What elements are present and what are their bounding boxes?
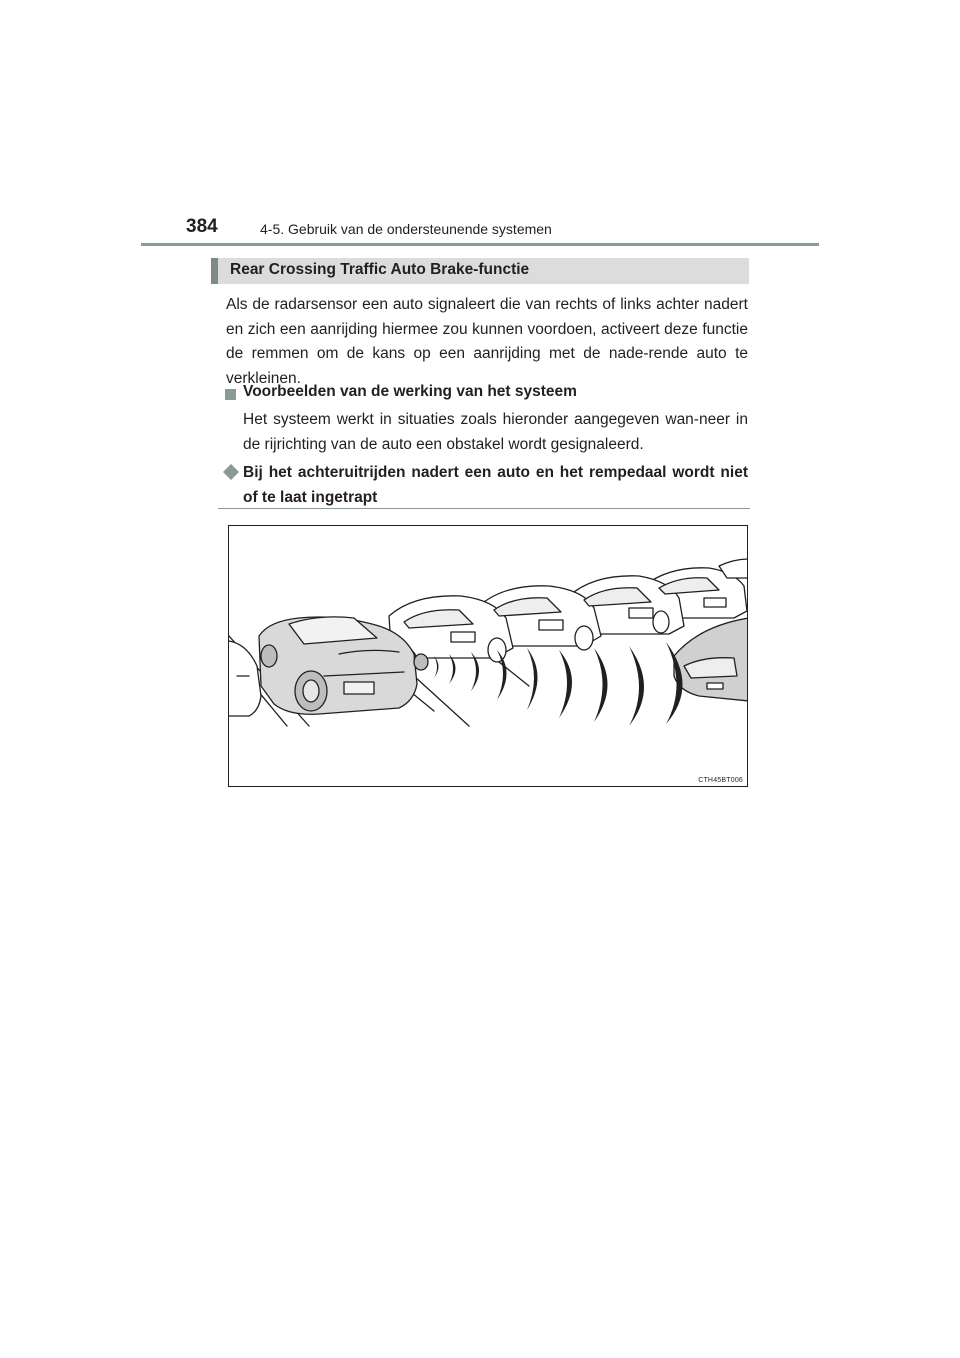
subsection-paragraph: Het systeem werkt in situaties zoals hieronder aangegeven wan-neer in de rijrichting van de auto een obstakel wordt gesignaleerd.	[243, 411, 748, 453]
parking-illustration	[228, 525, 748, 787]
intro-paragraph: Als de radarsensor een auto signaleert die van rechts of links achter nadert en zich een aanrijding hiermee zou kunnen voordoen, activeert deze functie de remmen om de kans op een aanrijding met de nade-rende auto te verkleinen.	[226, 296, 748, 387]
page-number: 384	[186, 216, 218, 237]
case-divider	[218, 508, 750, 509]
case-title: Bij het achteruitrijden nadert een auto en het rempedaal wordt niet of te laat ingetrapt	[243, 464, 748, 506]
chapter-title: 4-5. Gebruik van de ondersteunende systemen	[260, 221, 552, 237]
header-divider	[141, 243, 819, 246]
square-bullet-icon	[225, 389, 236, 400]
subsection-heading: Voorbeelden van de werking van het systeem	[243, 383, 577, 400]
figure-code: CTH45BT006	[698, 777, 743, 784]
parking-illustration-drawing	[229, 526, 748, 787]
section-heading-bar	[211, 258, 749, 284]
diamond-bullet-icon	[223, 464, 239, 480]
section-title: Rear Crossing Traffic Auto Brake-functie	[230, 261, 530, 278]
